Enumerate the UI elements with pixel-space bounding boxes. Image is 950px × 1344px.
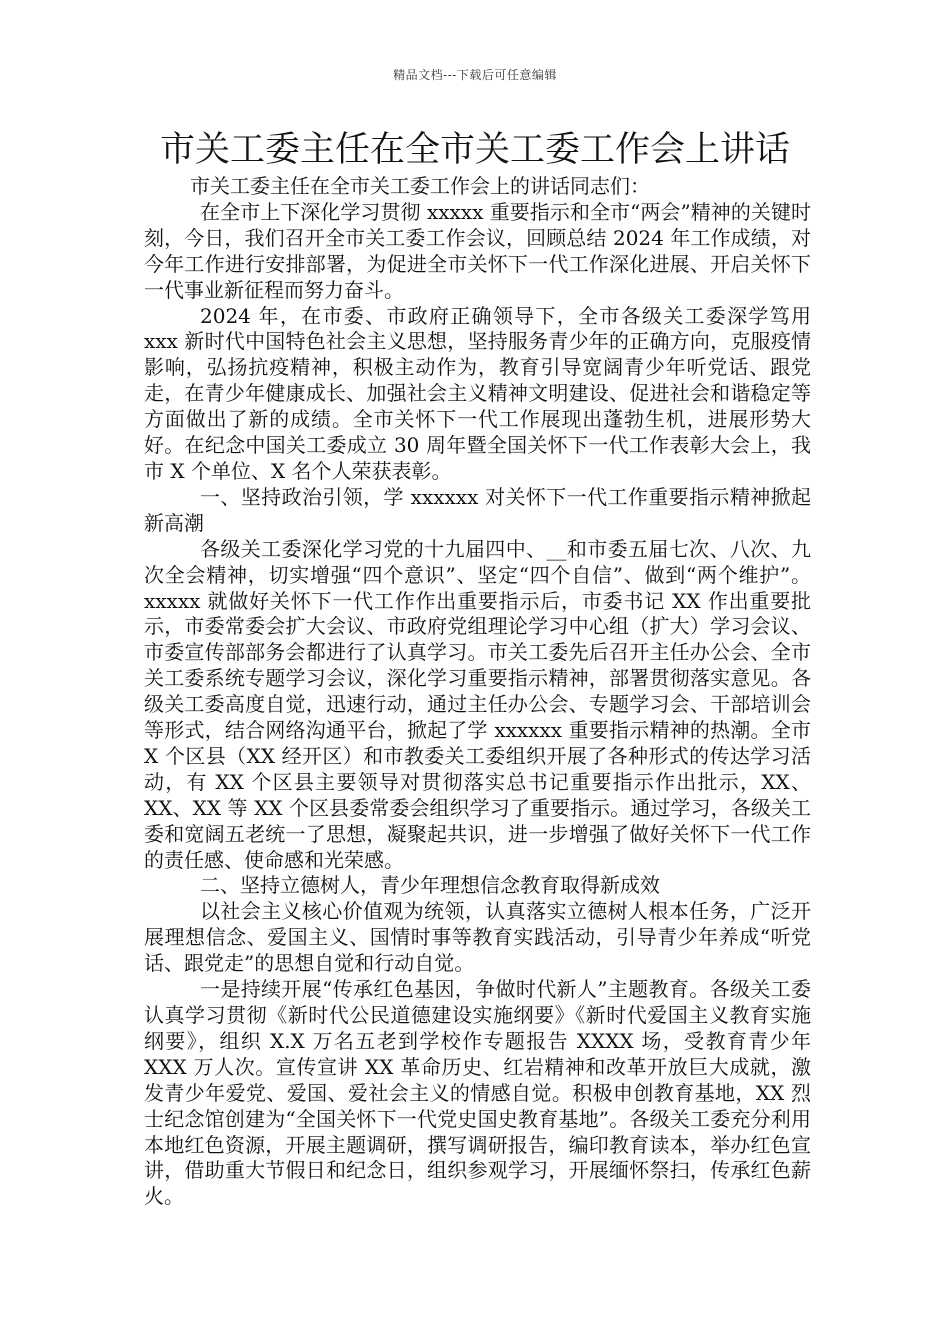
section-heading-2: 二、坚持立德树人，青少年理想信念教育取得新成效 <box>200 873 660 898</box>
section-heading-1: 一、坚持政治引领，学 xxxxxx 对关怀下一代工作重要指示精神掀起新高潮 <box>144 484 811 535</box>
document-body <box>144 174 811 1210</box>
paragraph-section-2-item-1: 一是持续开展“传承红色基因，争做时代新人”主题教育。各级关工委认真学习贯彻《新时代公民道德建设实施纲要》《新时代爱国主义教育实施纲要》，组织 X.X 万名五老到学校作专题报告 XXXX 场，受教育青少年 XXX 万人次。宣传宣讲 XX 革命历史、红岩精神和改革开放巨大成就，激发青少年爱党、爱国、爱社会主义的情感自觉。积极申创教育基地，XX 烈士纪念馆创建为“全国关怀下一代党史国史教育基地”。各级关工委充分利用本地红色资源，开展主题调研，撰写调研报告，编印教育读本，举办红色宣讲，借助重大节假日和纪念日，组织参观学习，开展缅怀祭扫，传承红色薪火。 <box>144 977 811 1209</box>
paragraph-opening: 在全市上下深化学习贯彻 xxxxx 重要指示和全市“两会”精神的关键时刻，今日，我们召开全市关工委工作会议，回顾总结 2024 年工作成绩，对今年工作进行安排部署，为促进全市关怀下一代工作深化进展、开启关怀下一代事业新征程而努力奋斗。 <box>144 199 811 302</box>
document-title: 市关工委主任在全市关工委工作会上讲话 <box>159 130 790 170</box>
paragraph-achievements: 2024 年，在市委、市政府正确领导下，全市各级关工委深学笃用 xxx 新时代中国特色社会主义思想，坚持服务青少年的正确方向，克服疫情影响，弘扬抗疫精神，积极主动作为，教育引导宽阔青少年听党话、跟党走，在青少年健康成长、加强社会主义精神文明建设、促进社会和谐稳定等方面做出了新的成绩。全市关怀下一代工作展现出蓬勃生机，进展形势大好。在纪念中国关工委成立 30 周年暨全国关怀下一代工作表彰大会上，我市 X 个单位、X 名个人荣获表彰。 <box>144 303 811 483</box>
paragraph-section-2-intro: 以社会主义核心价值观为统领，认真落实立德树人根本任务，广泛开展理想信念、爱国主义、国情时事等教育实践活动，引导青少年养成“听党话、跟党走”的思想自觉和行动自觉。 <box>144 899 811 976</box>
paragraph-salutation: 市关工委主任在全市关工委工作会上的讲话同志们： <box>190 174 650 198</box>
header-note: 精品文档---下载后可任意编辑 <box>393 68 557 82</box>
paragraph-section-1: 各级关工委深化学习党的十九届四中、__和市委五届七次、八次、九次全会精神，切实增强“四个意识”、坚定“四个自信”、做到“两个维护”。xxxxx 就做好关怀下一代工作作出重要指示后，市委书记 XX 作出重要批示，市委常委会扩大会议、市政府党组理论学习中心组（扩大）学习会议、市委宣传部部务会都进行了认真学习。市关工委先后召开主任办公会、全市关工委系统专题学习会议，深化学习重要指示精神，部署贯彻落实意见。各级关工委高度自觉，迅速行动，通过主任办公会、专题学习会、干部培训会等形式，结合网络沟通平台，掀起了学 xxxxxx 重要指示精神的热潮。全市 X 个区县（XX 经开区）和市教委关工委组织开展了各种形式的传达学习活动，有 XX 个区县主要领导对贯彻落实总书记重要指示作出批示，XX、XX、XX 等 XX 个区县委常委会组织学习了重要指示。通过学习，各级关工委和宽阔五老统一了思想，凝聚起共识，进一步增强了做好关怀下一代工作的责任感、使命感和光荣感。 <box>144 536 811 872</box>
